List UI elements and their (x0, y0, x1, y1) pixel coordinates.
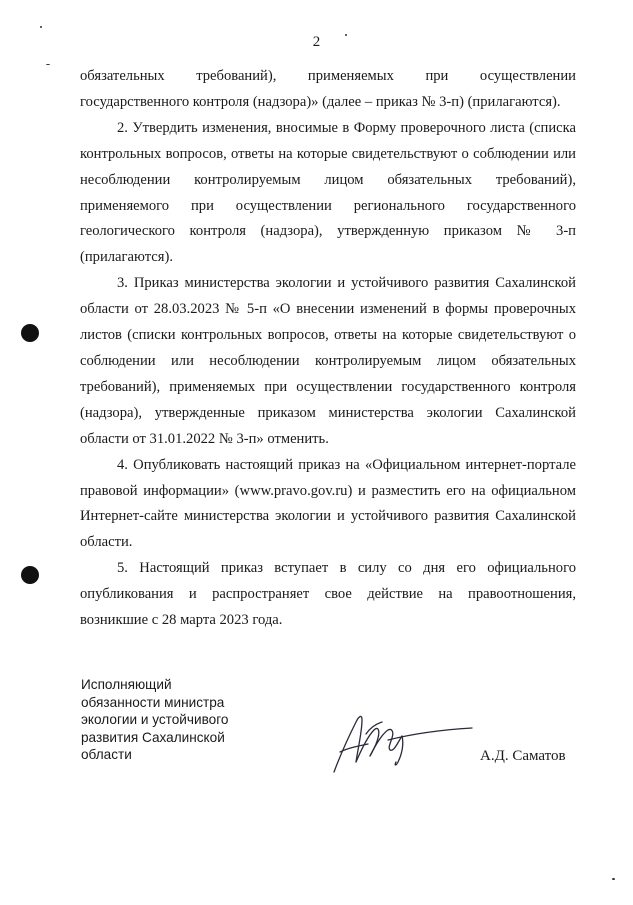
paragraph-item-4: 4. Опубликовать настоящий приказ на «Официальном интернет-портале правовой информации» (www.pravo.gov.ru) и разместить его на официальном Интернет-сайте министерства экологии и устойчивого развития Сахалинской области. (80, 456, 576, 551)
handwritten-signature (326, 708, 476, 778)
signatory-title-line: Исполняющий (81, 677, 172, 692)
signatory-title (81, 676, 281, 764)
paragraph-item-3: 3. Приказ министерства экологии и устойчивого развития Сахалинской области от 28.03.2023 № 5-п «О внесении изменений в формы проверочных листов (списки контрольных вопросов, ответы на которые свидетельствуют о соблюдении или несоблюдении контролируемым лицом обязательных требований), применяемых при осуществлении государственного контроля (надзора), утвержденные приказом министерства экологии Сахалинской области от 31.01.2022 № 3-п» отменить. (80, 275, 576, 447)
punch-hole-mark (21, 324, 39, 342)
document-body (80, 64, 576, 634)
paragraph-item-5: 5. Настоящий приказ вступает в силу со дня его официального опубликования и распространяет свое действие на правоотношения, возникшие с 28 марта 2023 года. (80, 560, 576, 629)
scan-speck (345, 34, 347, 36)
signatory-title-line: экологии и устойчивого (81, 712, 229, 727)
signatory-title-line: обязанности министра (81, 694, 225, 710)
paragraph-continuation: обязательных требований), применяемых при осуществлении государственного контроля (надзора)» (далее – приказ № 3-п) (прилагаются). (80, 68, 576, 110)
scan-speck (612, 878, 615, 880)
page-number: 2 (312, 34, 321, 50)
paragraph-item-2: 2. Утвердить изменения, вносимые в Форму проверочного листа (списка контрольных вопросов, ответы на которые свидетельствуют о соблюдении или несоблюдении контролируемым лицом обязательных требований), применяемого при осуществлении регионального государственного геологического контроля (надзора), утвержденную приказом № 3-п (прилагаются). (80, 119, 576, 266)
scan-speck (40, 26, 42, 28)
signer-name: А.Д. Саматов (480, 748, 566, 764)
scan-speck (46, 64, 50, 65)
signatory-title-line: области (81, 747, 132, 762)
punch-hole-mark (21, 566, 39, 584)
signatory-title-line: развития Сахалинской (81, 729, 225, 745)
